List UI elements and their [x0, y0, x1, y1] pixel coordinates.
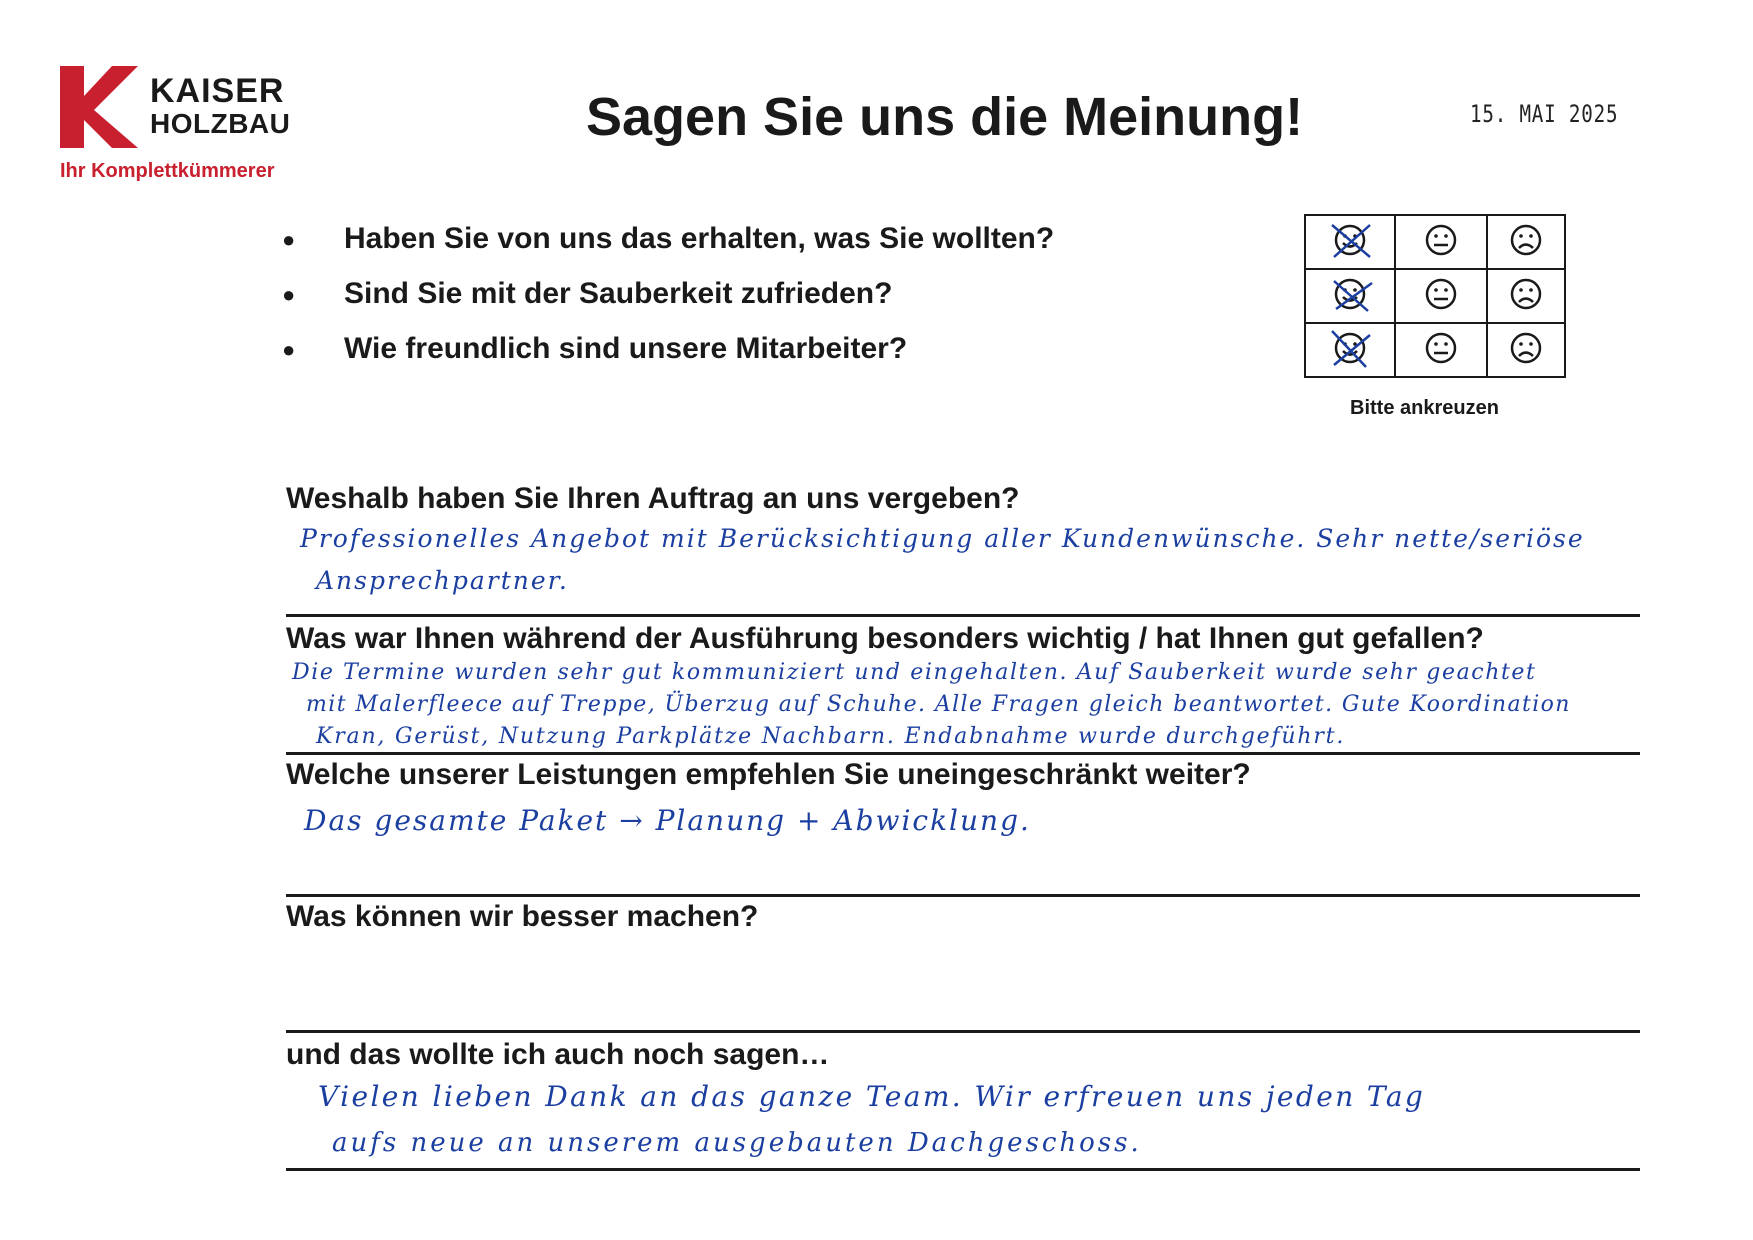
brand-tagline: Ihr Komplettkümmerer	[60, 160, 275, 182]
handwritten-answer-line[interactable]: Das gesamte Paket → Planung + Abwicklung.	[304, 804, 1031, 837]
bullet: ●	[282, 282, 296, 308]
grid-caption: Bitte ankreuzen	[1350, 397, 1499, 419]
handwritten-answer-line[interactable]: Ansprechpartner.	[316, 566, 569, 595]
happy-face-icon	[1324, 327, 1376, 369]
rating-cell-happy[interactable]	[1305, 215, 1395, 269]
rating-row	[1305, 215, 1565, 269]
question-row	[282, 222, 1054, 256]
handwritten-answer-line[interactable]: Kran, Gerüst, Nutzung Parkplätze Nachbarn. Endabnahme wurde durchgeführt.	[316, 724, 1346, 749]
kaiser-logo-mark	[60, 66, 138, 148]
answer-rule	[286, 752, 1640, 755]
answer-rule	[286, 614, 1640, 617]
rating-cell-neutral[interactable]	[1395, 323, 1487, 377]
sad-face-icon	[1508, 276, 1544, 312]
question-text: Sind Sie mit der Sauberkeit zufrieden?	[344, 277, 893, 310]
brand-subname: HOLZBAU	[150, 108, 291, 139]
question-text: Wie freundlich sind unsere Mitarbeiter?	[344, 332, 908, 365]
question-row	[282, 277, 892, 311]
date-stamp: 15. MAI 2025	[1470, 100, 1619, 128]
rating-cell-happy[interactable]	[1305, 323, 1395, 377]
answer-rule	[286, 1030, 1640, 1033]
happy-face-icon	[1324, 219, 1376, 261]
handwritten-answer-line[interactable]: Professionelles Angebot mit Berücksichtigung aller Kundenwünsche. Sehr nette/seriöse	[300, 524, 1585, 553]
question-row	[282, 332, 907, 366]
rating-cell-neutral[interactable]	[1395, 269, 1487, 323]
handwritten-answer-line[interactable]: mit Malerfleece auf Treppe, Überzug auf Schuhe. Alle Fragen gleich beantwortet. Gute Koordination	[306, 692, 1571, 717]
neutral-face-icon	[1423, 222, 1459, 258]
rating-row	[1305, 323, 1565, 377]
rating-cell-sad[interactable]	[1487, 269, 1565, 323]
happy-face-icon	[1324, 273, 1376, 315]
section-label: Weshalb haben Sie Ihren Auftrag an uns vergeben?	[286, 482, 1020, 515]
rating-cell-happy[interactable]	[1305, 269, 1395, 323]
rating-cell-sad[interactable]	[1487, 323, 1565, 377]
neutral-face-icon	[1423, 276, 1459, 312]
rating-cell-sad[interactable]	[1487, 215, 1565, 269]
handwritten-answer-line[interactable]: Die Termine wurden sehr gut kommuniziert und eingehalten. Auf Sauberkeit wurde sehr geachtet	[292, 660, 1537, 685]
section-label: Welche unserer Leistungen empfehlen Sie uneingeschränkt weiter?	[286, 758, 1251, 791]
sad-face-icon	[1508, 222, 1544, 258]
section-label: Was können wir besser machen?	[286, 900, 759, 933]
rating-row	[1305, 269, 1565, 323]
answer-rule	[286, 894, 1640, 897]
bullet: ●	[282, 337, 296, 363]
page-title: Sagen Sie uns die Meinung!	[586, 87, 1304, 147]
answer-rule	[286, 1168, 1640, 1171]
section-label: und das wollte ich auch noch sagen…	[286, 1038, 830, 1071]
neutral-face-icon	[1423, 330, 1459, 366]
handwritten-answer-line[interactable]: Vielen lieben Dank an das ganze Team. Wir erfreuen uns jeden Tag	[318, 1080, 1426, 1113]
handwritten-answer-line[interactable]: aufs neue an unserem ausgebauten Dachgeschoss.	[332, 1128, 1142, 1158]
sad-face-icon	[1508, 330, 1544, 366]
rating-cell-neutral[interactable]	[1395, 215, 1487, 269]
bullet: ●	[282, 227, 296, 253]
question-text: Haben Sie von uns das erhalten, was Sie wollten?	[344, 222, 1055, 255]
brand-name: KAISER	[150, 72, 285, 110]
section-label: Was war Ihnen während der Ausführung besonders wichtig / hat Ihnen gut gefallen?	[286, 622, 1484, 655]
rating-grid	[1304, 214, 1566, 378]
